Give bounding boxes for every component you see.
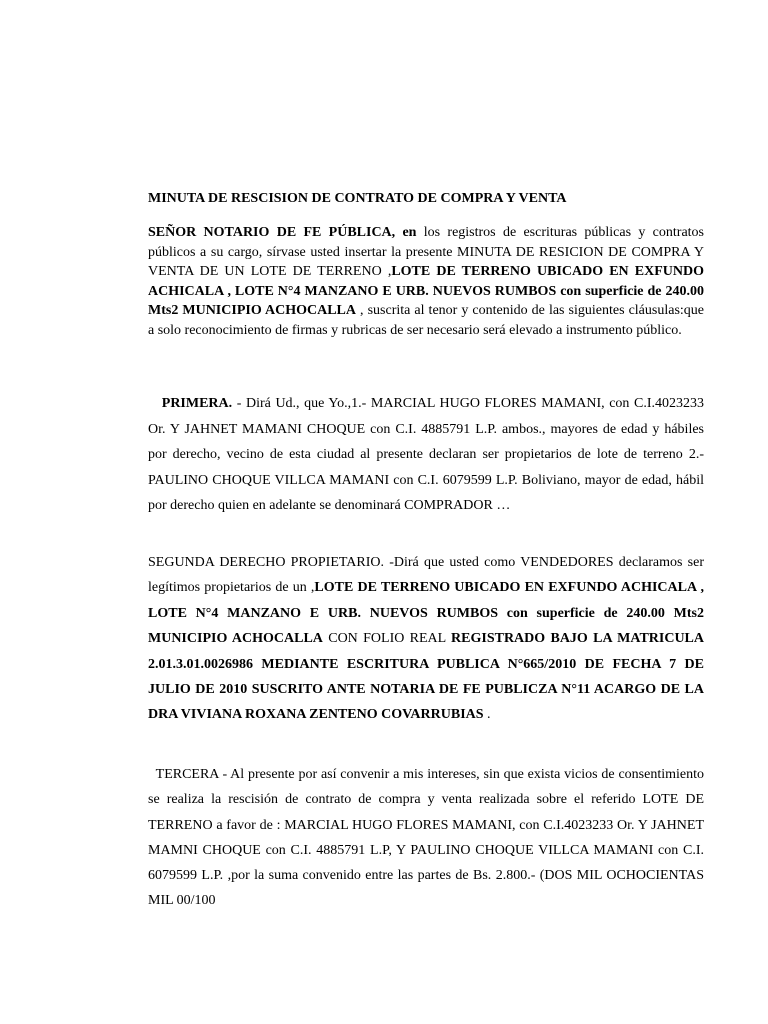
clause-primera-label: PRIMERA. (161, 396, 233, 411)
clause-segunda-registry: REGISTRADO BAJO LA MATRICULA 2.01.3.01.0026986 MEDIANTE ESCRITURA PUBLICA N°665/2010 DE FECHA 7 DE JULIO DE 2010 SUSCRITO ANTE NOTARIA DE FE PUBLICZA N°11 ACARGO DE LA DRA VIVIANA ROXANA ZENTENO COVARRUBIAS (148, 631, 705, 723)
clause-primera-text: - Dirá Ud., que Yo.,1.- MARCIAL HUGO FLORES MAMANI, con C.I.4023233 Or. Y JAHNET MAMANI CHOQUE con C.I. 4885791 L.P. ambos., mayores de edad y hábiles por derecho, vecino de esta ciudad al presente declaran ser propietarios de lote de terreno 2.- PAULINO CHOQUE VILLCA MAMANI con C.I. 6079599 L.P. Boliviano, mayor de edad, hábil por derecho quien en adelante se denominará COMPRADOR … (148, 396, 705, 514)
clause-tercera-text: TERCERA - Al presente por así convenir a mis intereses, sin que exista vicios de consentimiento se realiza la rescisión de contrato de compra y venta realizada sobre el referido LOTE DE TERRENO a favor de : MARCIAL HUGO FLORES MAMANI, con C.I.4023233 Or. Y JAHNET MAMNI CHOQUE con C.I. 4885791 L.P, Y PAULINO CHOQUE VILLCA MAMANI con C.I. 6079599 L.P. ,por la suma convenido entre las partes de Bs. 2.800.- (DOS MIL OCHOCIENTAS MIL 00/100 (148, 767, 704, 909)
intro-paragraph (148, 223, 704, 340)
clause-segunda-folio: CON FOLIO REAL (322, 631, 452, 647)
intro-text-end: , suscrita al tenor y contenido de las siguientes cláusulas:que a solo reconocimiento de firmas y rubricas de ser necesario será elevado a instrumento público. (148, 303, 705, 338)
clause-segunda-text: SEGUNDA DERECHO PROPIETARIO. -Dirá que usted como VENDEDORES declaramos ser legítimos propietarios de un , (148, 555, 704, 596)
clause-tercera (148, 762, 704, 914)
document-title: MINUTA DE RESCISION DE CONTRATO DE COMPRA Y VENTA (148, 191, 567, 206)
intro-property: LOTE DE TERRENO UBICADO EN EXFUNDO ACHICALA , LOTE N°4 MANZANO E URB. NUEVOS RUMBOS con superficie de 240.00 Mts2 MUNICIPIO ACHOCALLA (148, 264, 705, 318)
intro-lead: SEÑOR NOTARIO DE FE PÚBLICA, en (148, 225, 417, 240)
clause-segunda-end: . (483, 707, 491, 723)
clause-primera (148, 391, 704, 519)
clause-segunda (148, 550, 704, 728)
intro-text: los registros de escrituras públicas y contratos públicos a su cargo, sírvase usted insertar la presente MINUTA DE RESICION DE COMPRA Y VENTA DE UN LOTE DE TERRENO , (148, 225, 704, 279)
clause-segunda-property: LOTE DE TERRENO UBICADO EN EXFUNDO ACHICALA , LOTE N°4 MANZANO E URB. NUEVOS RUMBOS con superficie de 240.00 Mts2 MUNICIPIO ACHOCALLA (148, 580, 704, 647)
